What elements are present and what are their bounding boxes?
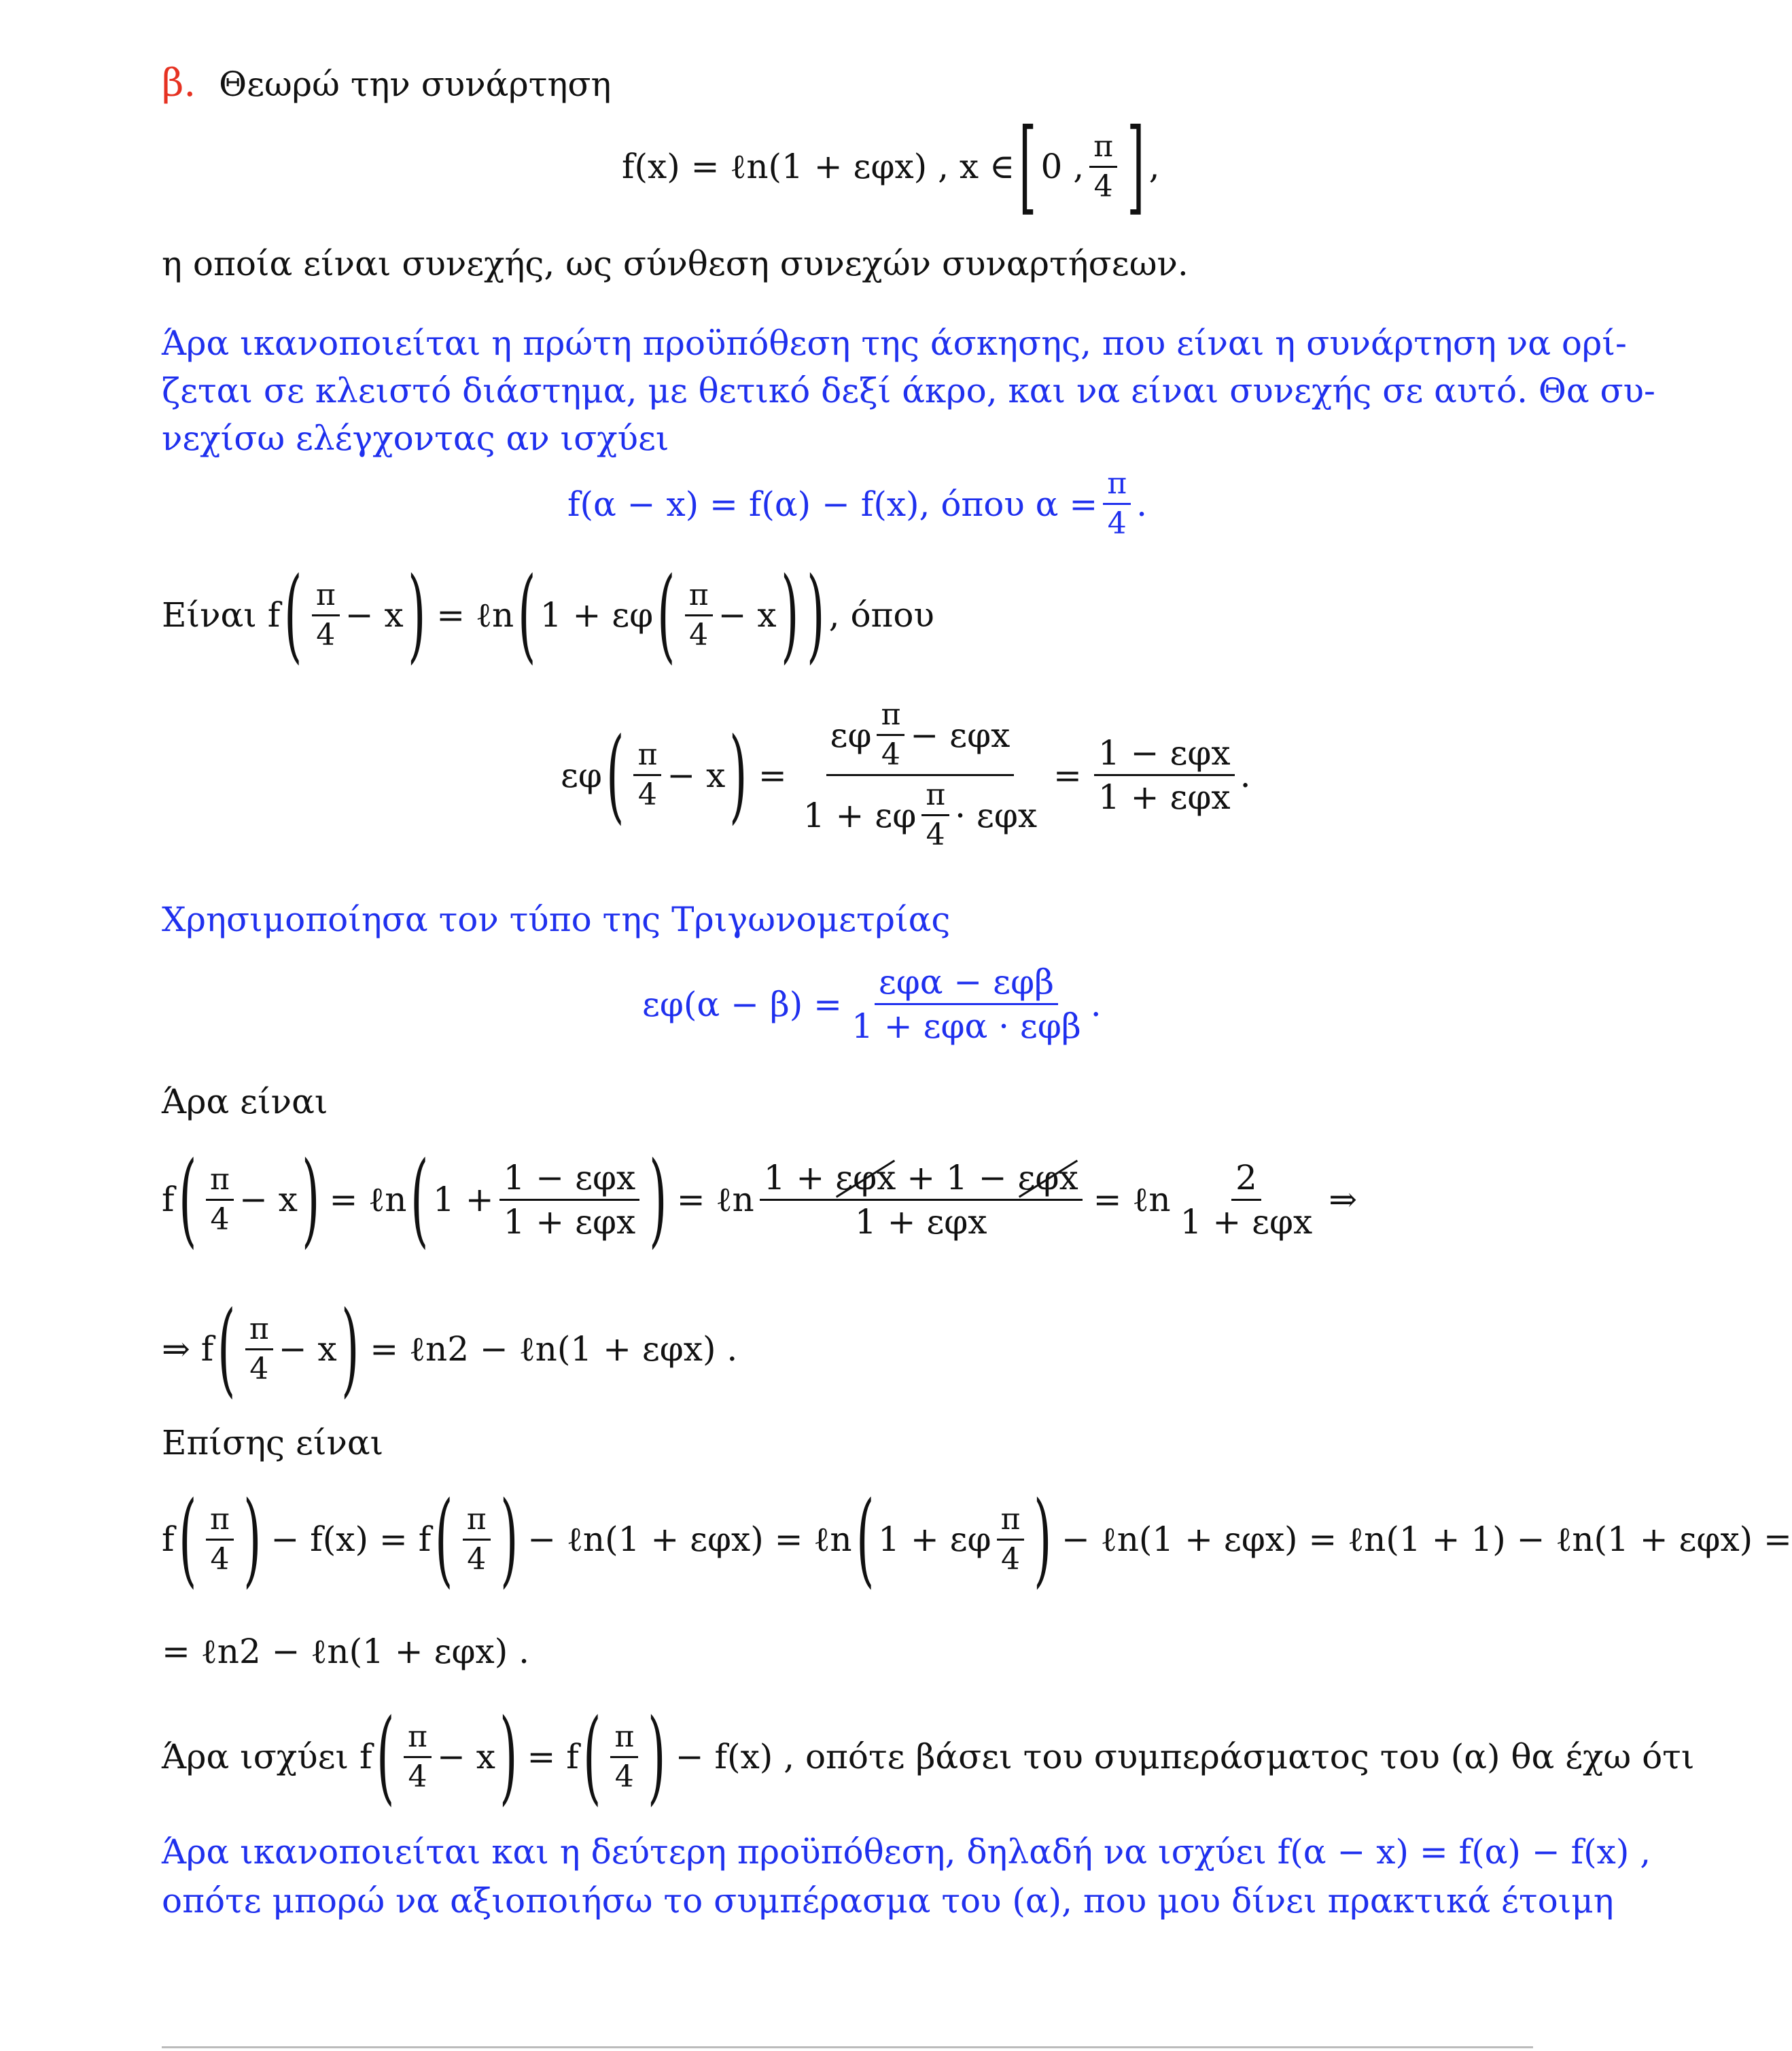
heading-text: Θεωρώ την συνάρτηση [219,65,612,104]
equation-result-1: ⇒ f ( $\frac{\pi}{4}$ − x ) = ℓn2 − ℓn(1 + εφx) . [162,1290,738,1408]
blue-paragraph-line-1: Άρα ικανοποιείται η πρώτη προϋπόθεση της άσκησης, που είναι η συνάρτηση να ορί- [162,323,1627,363]
footer-rule [162,2046,1533,2048]
continuity-line: η οποία είναι συνεχής, ως σύνθεση συνεχών συναρτήσεων. [162,244,1189,283]
equation-conclusion: Άρα ισχύει f ( $\frac{\pi}{4}$ − x ) = f ( $\frac{\pi}{4}$ ) − f(x) , οπότε βάσει του συμπεράσματος του (α) θα έχω ότι [162,1698,1695,1816]
equation-trig-identity: εφ(α − β) = $\frac{\text{εφα − εφβ}}{\text{1 + εφα · εφβ}}$ . [642,962,1102,1046]
equation-function-definition: f(x) = ℓn(1 + εφx) , x ∈ [ 0 , $\frac{\pi}{4}$ ] , [622,107,1160,226]
section-marker: β. [162,61,196,105]
equation-tan-difference: εφ ( $\frac{\pi}{4}$ − x ) = εφ $\frac{\pi}{4}$ − εφx 1 + εφ $\frac{\pi}{4}$ · εφx = $\frac{\text{1 − εφx}}{\text{1 + εφx}}$ . [561,697,1251,852]
equation-result-3: = ℓn2 − ℓn(1 + εφx) . [162,1632,529,1671]
equation-simplification: f ( $\frac{\pi}{4}$ − x ) = ℓn ( 1 + $\frac{\text{1 − εφx}}{\text{1 + εφx}}$ ) = ℓn 1 + εφx + 1 − εφx 1 + εφx = ℓn $\frac{2}{\text{1 + εφx}}$ ⇒ [162,1140,1358,1259]
equation-result-2: f ( $\frac{\pi}{4}$ ) − f(x) = f ( $\frac{\pi}{4}$ ) − ℓn(1 + εφx) = ℓn ( 1 + εφ $\frac{\pi}{4}$ ) − ℓn(1 + εφx) = ℓn(1 + 1) − ℓn(1 + εφx) = [162,1480,1792,1598]
line-episis-einai: Επίσης είναι [162,1423,384,1462]
blue-paragraph-line-2: ζεται σε κλειστό διάστημα, με θετικό δεξί άκρο, και να είναι συνεχής σε αυτό. Θα συ- [162,371,1655,410]
section-heading [162,61,612,105]
line-ara-einai: Άρα είναι [162,1082,328,1121]
blue-paragraph2-line-1: Άρα ικανοποιείται και η δεύτερη προϋπόθεση, δηλαδή να ισχύει f(α − x) = f(α) − f(x) , [162,1832,1651,1872]
blue-paragraph2-line-2: οπότε μπορώ να αξιοποιήσω το συμπέρασμα του (α), που μου δίνει πρακτικά έτοιμη [162,1881,1614,1921]
blue-paragraph-line-3: νεχίσω ελέγχοντας αν ισχύει [162,419,669,458]
equation-condition: f(α − x) = f(α) − f(x), όπου α = $\frac{\pi}{4}$ . [567,466,1148,541]
blue-line-trig-formula: Χρησιμοποίησα τον τύπο της Τριγωνομετρίας [162,900,951,939]
equation-f-pi4-minus-x: Είναι f ( $\frac{\pi}{4}$ − x ) = ℓn ( 1 + εφ ( $\frac{\pi}{4}$ − x ) ) , όπου [162,556,934,674]
